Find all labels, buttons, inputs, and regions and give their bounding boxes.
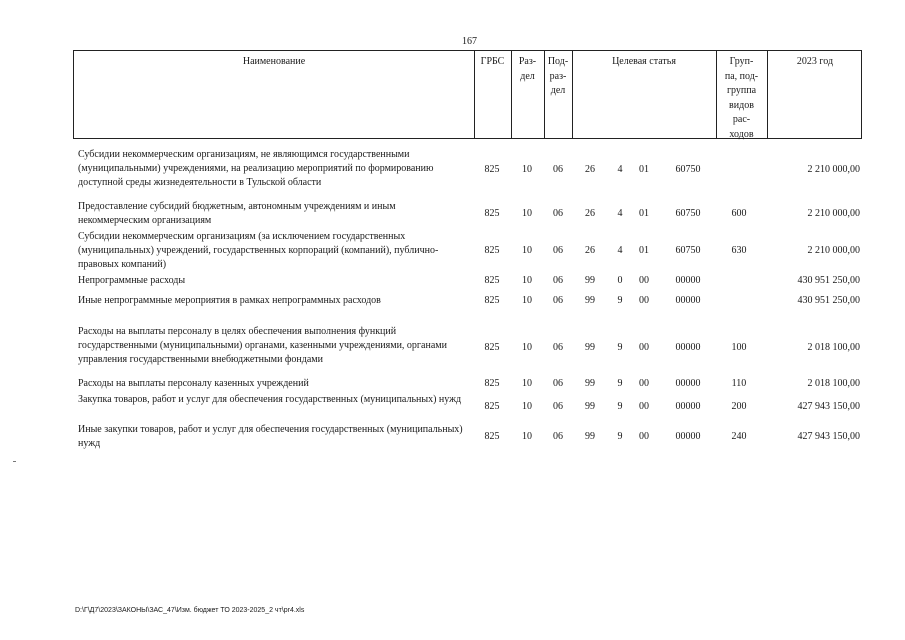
column-header-podrazdel: Под- раз- дел xyxy=(547,56,569,96)
cell-target-event: 00 xyxy=(639,342,649,353)
cell-grbs: 825 xyxy=(484,295,500,306)
cell-expense-group: 200 xyxy=(731,401,747,412)
cell-podrazdel: 06 xyxy=(553,164,563,175)
cell-razdel: 10 xyxy=(522,431,532,442)
cell-podrazdel: 06 xyxy=(553,342,563,353)
cell-grbs: 825 xyxy=(484,401,500,412)
cell-target-direction: 00000 xyxy=(675,378,701,389)
cell-target-type: 4 xyxy=(617,164,623,175)
row-name: Субсидии некоммерческим организациям, не являющимся государственными (муниципальными) учреждениями, на реализацию мероприятий по формированию доступной среды жизнедеятельности в Тульской области xyxy=(78,149,434,188)
cell-target-type: 4 xyxy=(617,208,623,219)
cell-target-direction: 00000 xyxy=(675,401,701,412)
cell-target-program: 99 xyxy=(585,295,595,306)
column-header-year: 2023 год xyxy=(796,56,834,67)
cell-razdel: 10 xyxy=(522,401,532,412)
cell-target-event: 00 xyxy=(639,275,649,286)
cell-podrazdel: 06 xyxy=(553,431,563,442)
scan-mark xyxy=(13,461,16,462)
cell-target-event: 00 xyxy=(639,378,649,389)
cell-target-direction: 60750 xyxy=(675,245,701,256)
cell-podrazdel: 06 xyxy=(553,295,563,306)
cell-grbs: 825 xyxy=(484,208,500,219)
column-header-target: Целевая статья xyxy=(612,56,676,67)
cell-amount: 430 951 250,00 xyxy=(797,275,860,286)
cell-target-direction: 60750 xyxy=(675,208,701,219)
cell-expense-group: 100 xyxy=(731,342,747,353)
cell-target-direction: 00000 xyxy=(675,342,701,353)
cell-podrazdel: 06 xyxy=(553,208,563,219)
row-name: Закупка товаров, работ и услуг для обеспечения государственных (муниципальных) нужд xyxy=(78,394,462,405)
cell-target-event: 01 xyxy=(639,245,649,256)
cell-expense-group: 630 xyxy=(731,245,747,256)
column-header-name: Наименование xyxy=(242,56,306,67)
cell-podrazdel: 06 xyxy=(553,245,563,256)
cell-amount: 2 018 100,00 xyxy=(807,342,860,353)
cell-grbs: 825 xyxy=(484,431,500,442)
cell-target-event: 00 xyxy=(639,295,649,306)
cell-target-program: 99 xyxy=(585,431,595,442)
column-header-razdel: Раз- дел xyxy=(518,56,537,82)
cell-podrazdel: 06 xyxy=(553,275,563,286)
cell-amount: 2 210 000,00 xyxy=(807,208,860,219)
cell-target-type: 9 xyxy=(617,295,623,306)
cell-amount: 427 943 150,00 xyxy=(797,401,860,412)
cell-target-event: 01 xyxy=(639,164,649,175)
cell-target-event: 00 xyxy=(639,431,649,442)
cell-grbs: 825 xyxy=(484,275,500,286)
cell-grbs: 825 xyxy=(484,245,500,256)
row-name: Иные закупки товаров, работ и услуг для обеспечения государственных (муниципальных) нужд xyxy=(78,424,463,449)
cell-razdel: 10 xyxy=(522,295,532,306)
cell-expense-group: 600 xyxy=(731,208,747,219)
cell-razdel: 10 xyxy=(522,342,532,353)
cell-razdel: 10 xyxy=(522,208,532,219)
cell-amount: 427 943 150,00 xyxy=(797,431,860,442)
cell-target-program: 26 xyxy=(585,164,595,175)
cell-expense-group: 110 xyxy=(731,378,747,389)
cell-target-direction: 60750 xyxy=(675,164,701,175)
cell-amount: 430 951 250,00 xyxy=(797,295,860,306)
row-name: Расходы на выплаты персоналу казенных учреждений xyxy=(78,378,309,389)
column-header-grbs: ГРБС xyxy=(480,56,505,67)
cell-grbs: 825 xyxy=(484,342,500,353)
cell-target-program: 99 xyxy=(585,401,595,412)
cell-amount: 2 210 000,00 xyxy=(807,245,860,256)
cell-razdel: 10 xyxy=(522,275,532,286)
cell-amount: 2 210 000,00 xyxy=(807,164,860,175)
cell-amount: 2 018 100,00 xyxy=(807,378,860,389)
cell-podrazdel: 06 xyxy=(553,378,563,389)
cell-target-event: 00 xyxy=(639,401,649,412)
cell-razdel: 10 xyxy=(522,245,532,256)
cell-razdel: 10 xyxy=(522,164,532,175)
cell-grbs: 825 xyxy=(484,164,500,175)
cell-grbs: 825 xyxy=(484,378,500,389)
cell-target-program: 99 xyxy=(585,378,595,389)
cell-target-type: 9 xyxy=(617,431,623,442)
cell-target-type: 9 xyxy=(617,401,623,412)
cell-target-direction: 00000 xyxy=(675,295,701,306)
cell-target-program: 26 xyxy=(585,245,595,256)
row-name: Непрограммные расходы xyxy=(78,275,186,286)
cell-target-type: 9 xyxy=(617,342,623,353)
page-number: 167 xyxy=(462,36,477,47)
row-name: Расходы на выплаты персоналу в целях обеспечения выполнения функций государственными (муниципальными) органами, казенными учреждениями, органами управления государственными внебюджетными фондами xyxy=(78,326,447,365)
cell-target-program: 99 xyxy=(585,342,595,353)
cell-target-type: 4 xyxy=(617,245,623,256)
file-path-footer: D:\Г\Д7\2023\ЗАКОНЫ\ЗАС_47\Изм. бюджет ТО 2023-2025_2 чт\pr4.xls xyxy=(75,607,305,614)
column-header-group: Груп- па, под- группа видов рас- ходов xyxy=(724,56,759,140)
cell-target-direction: 00000 xyxy=(675,431,701,442)
cell-expense-group: 240 xyxy=(731,431,747,442)
cell-podrazdel: 06 xyxy=(553,401,563,412)
cell-target-program: 99 xyxy=(585,275,595,286)
row-name: Иные непрограммные мероприятия в рамках непрограммных расходов xyxy=(78,295,381,306)
cell-target-type: 0 xyxy=(617,275,623,286)
row-name: Субсидии некоммерческим организациям (за исключением государственных (муниципальных) учреждений, государственных корпораций (компаний), публично-правовых компаний) xyxy=(78,231,439,270)
cell-target-event: 01 xyxy=(639,208,649,219)
cell-target-program: 26 xyxy=(585,208,595,219)
cell-razdel: 10 xyxy=(522,378,532,389)
row-name: Предоставление субсидий бюджетным, автономным учреждениям и иным некоммерческим организациям xyxy=(78,201,396,226)
table-header xyxy=(73,50,862,139)
cell-target-direction: 00000 xyxy=(675,275,701,286)
cell-target-type: 9 xyxy=(617,378,623,389)
